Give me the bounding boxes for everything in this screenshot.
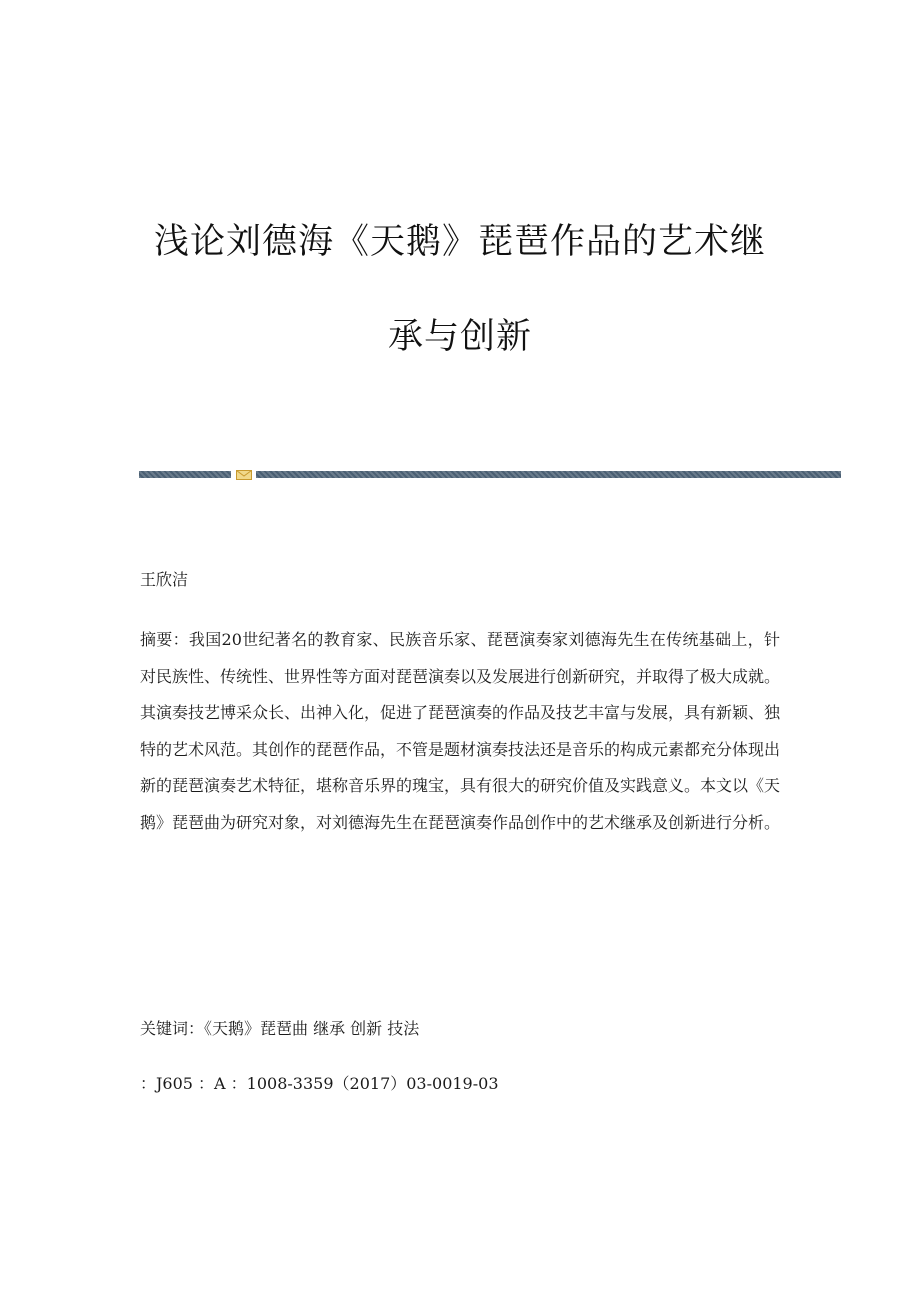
keywords-line: 关键词：《天鹅》琵琶曲 继承 创新 技法 — [140, 1019, 420, 1038]
divider-bar-right — [256, 471, 841, 478]
title-line-2: 承与创新 — [387, 317, 532, 357]
divider-bar-left — [139, 471, 231, 478]
envelope-ornament-icon — [236, 469, 252, 481]
author-name: 王欣洁 — [140, 570, 189, 589]
title-divider — [139, 469, 841, 481]
title-line-1: 浅论刘德海《天鹅》琵琶作品的艺术继 — [153, 222, 766, 262]
abstract-paragraph: 摘要：我国20世纪著名的教育家、民族音乐家、琵琶演奏家刘德海先生在传统基础上，针对民族性、传统性、世界性等方面对琵琶演奏以及发展进行创新研究，并取得了极大成就。其演奏技艺博采众长、出神入化，促进了琵琶演奏的作品及技艺丰富与发展，具有新颖、独特的艺术风范。其创作的琵琶作品，不管是题材演奏技法还是音乐的构成元素都充分体现出新的琵琶演奏艺术特征，堪称音乐界的瑰宝，具有很大的研究价值及实践意义。本文以《天鹅》琵琶曲为研究对象，对刘德海先生在琵琶演奏作品创作中的艺术继承及创新进行分析。 — [140, 630, 781, 832]
classification-line: ：J605 ：A ：1008-3359（2017）03-0019-03 — [140, 1074, 499, 1093]
